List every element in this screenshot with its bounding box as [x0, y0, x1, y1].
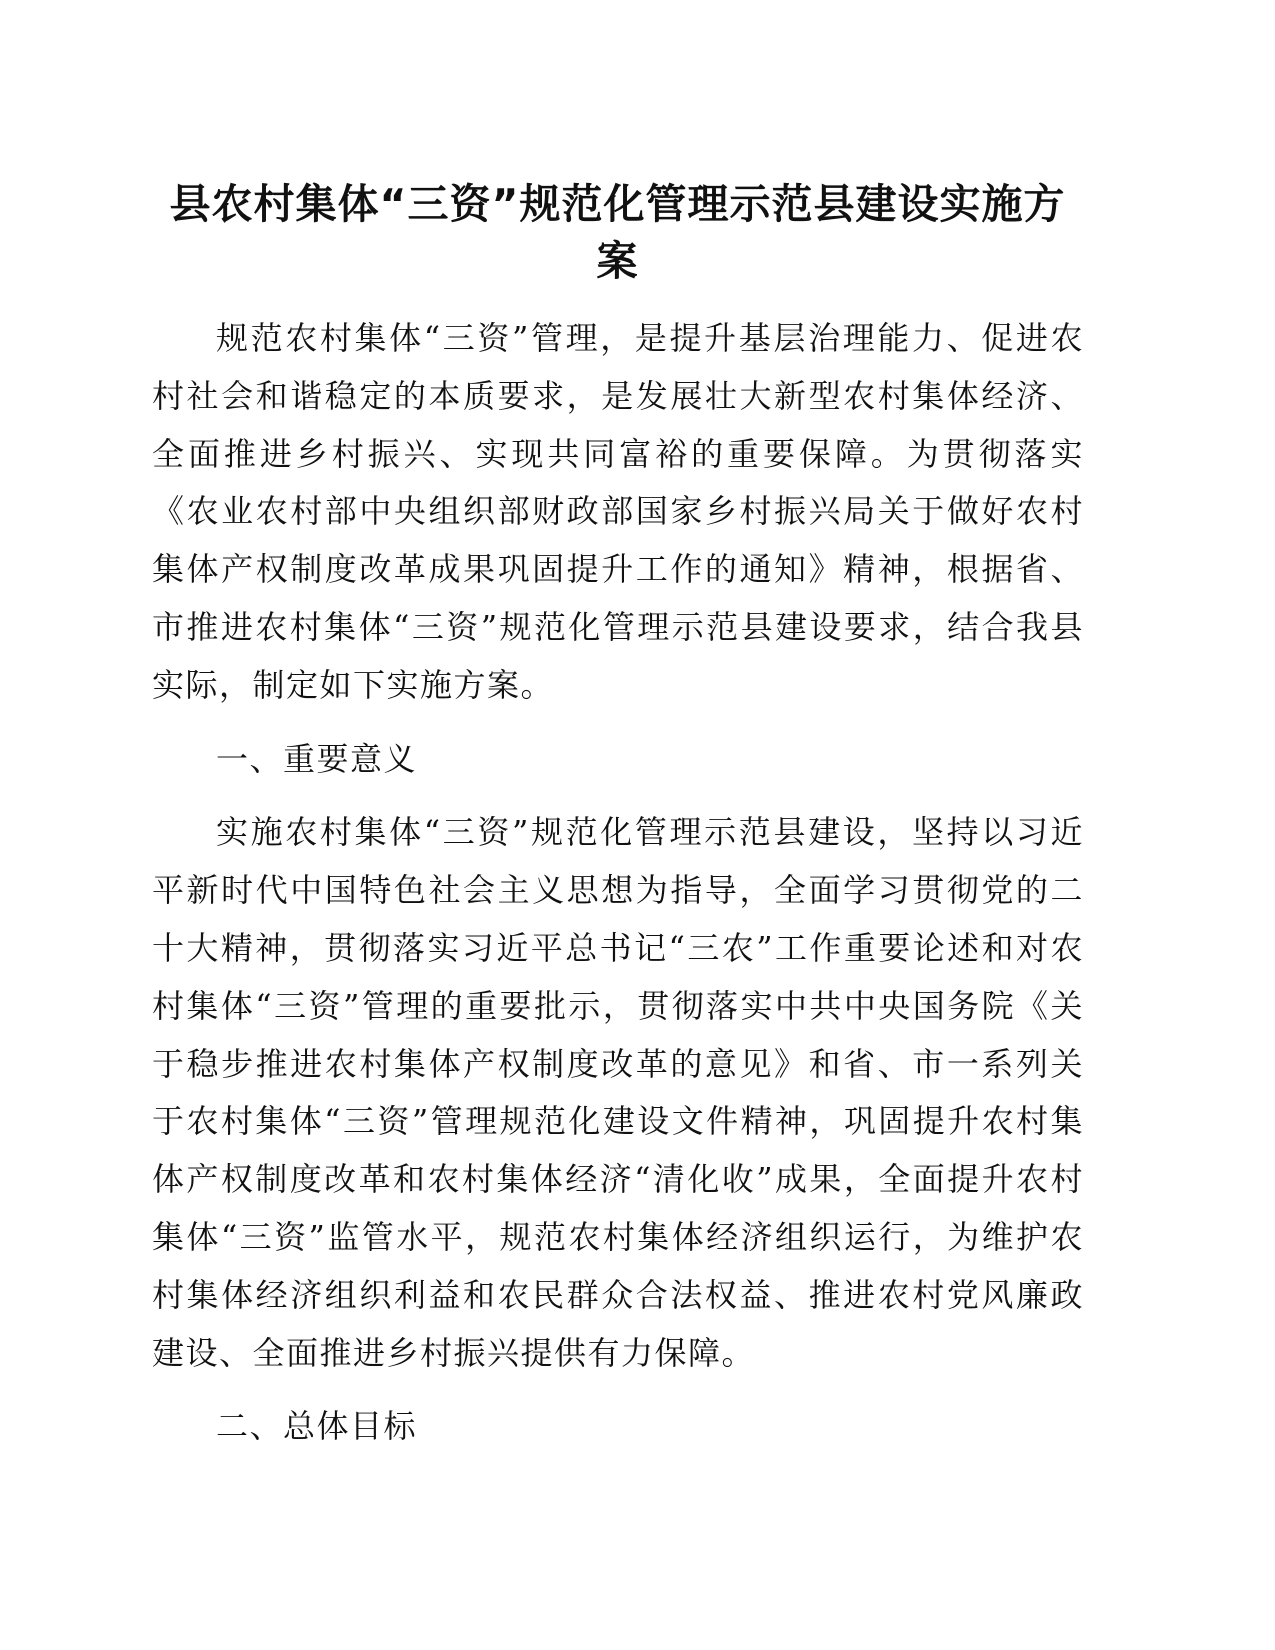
section-paragraph-significance: 实施农村集体“三资”规范化管理示范县建设，坚持以习近平新时代中国特色社会主义思想为指导，全面学习贯彻党的二十大精神，贯彻落实习近平总书记“三农”工作重要论述和对农村集体“三资”管理的重要批示，贯彻落实中共中央国务院《关于稳步推进农村集体产权制度改革的意见》和省、市一系列关于农村集体“三资”管理规范化建设文件精神，巩固提升农村集体产权制度改革和农村集体经济“清化收”成果，全面提升农村集体“三资”监管水平，规范农村集体经济组织运行，为维护农村集体经济组织利益和农民群众合法权益、推进农村党风廉政建设、全面推进乡村振兴提供有力保障。 [152, 813, 1084, 1372]
intro-paragraph: 规范农村集体“三资”管理，是提升基层治理能力、促进农村社会和谐稳定的本质要求，是发展壮大新型农村集体经济、全面推进乡村振兴、实现共同富裕的重要保障。为贯彻落实《农业农村部中央组织部财政部国家乡村振兴局关于做好农村集体产权制度改革成果巩固提升工作的通知》精神，根据省、市推进农村集体“三资”规范化管理示范县建设要求，结合我县实际，制定如下实施方案。 [152, 319, 1084, 704]
section-heading-significance: 一、重要意义 [216, 739, 418, 778]
document-title: 县农村集体“三资”规范化管理示范县建设实施方案 [169, 180, 1066, 285]
document-body [152, 310, 1084, 1456]
section-heading-overall-goals: 二、总体目标 [216, 1407, 418, 1446]
